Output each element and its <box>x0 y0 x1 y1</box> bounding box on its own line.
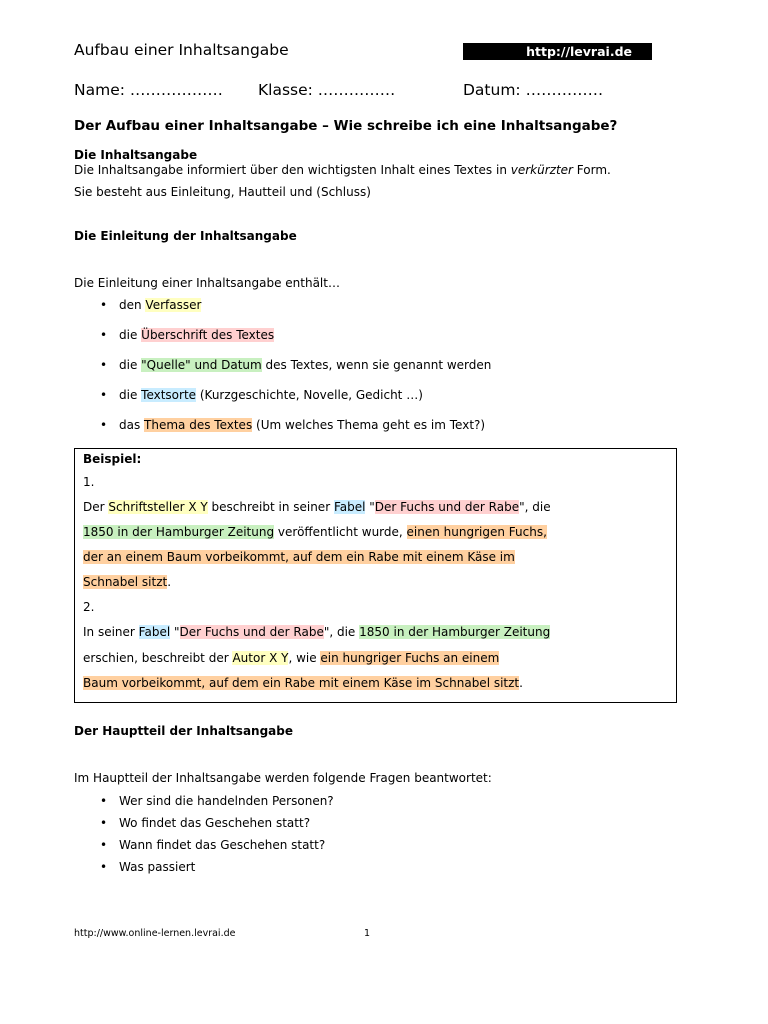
intro-line-2: Sie besteht aus Einleitung, Hautteil und (Schluss) <box>74 185 371 199</box>
highlight-theme: einen hungrigen Fuchs, <box>406 525 547 539</box>
list-item <box>100 838 326 852</box>
intro-line-1 <box>74 163 611 177</box>
list-item <box>100 418 486 432</box>
list-item-text-end: des Textes, wenn sie genannt werden <box>261 358 492 372</box>
bullet: • <box>100 838 108 852</box>
example-text: In seiner <box>83 625 139 639</box>
main-heading: Der Aufbau einer Inhaltsangabe – Wie schreibe ich eine Inhaltsangabe? <box>74 118 618 134</box>
intro-emphasis: verkürzter <box>510 163 573 177</box>
example-text: . <box>519 676 523 690</box>
highlight-theme: ein hungriger Fuchs an einem <box>320 651 500 665</box>
list-item <box>100 388 423 402</box>
example-2-line-1 <box>83 625 550 639</box>
list-item <box>100 328 275 342</box>
document-title: Aufbau einer Inhaltsangabe <box>74 41 289 59</box>
list-item-text: Was passiert <box>119 860 196 874</box>
highlight-type: Fabel <box>333 500 366 514</box>
list-item-text: die <box>119 358 142 372</box>
highlight-title: Überschrift des Textes <box>141 328 275 342</box>
hauptteil-heading: Der Hauptteil der Inhaltsangabe <box>74 724 294 738</box>
list-item-text-end: (Um welches Thema geht es im Text?) <box>252 418 486 432</box>
bullet: • <box>100 860 108 874</box>
list-item <box>100 816 311 830</box>
list-item-text-end: (Kurzgeschichte, Novelle, Gedicht …) <box>196 388 423 402</box>
intro-text: Die Inhaltsangabe informiert über den wichtigsten Inhalt eines Textes in <box>74 163 511 177</box>
klasse-field-label: Klasse: …………… <box>258 81 396 99</box>
highlight-source: 1850 in der Hamburger Zeitung <box>83 525 275 539</box>
highlight-theme: Thema des Textes <box>144 418 253 432</box>
name-field-label: Name: ……………… <box>74 81 223 99</box>
example-text: . <box>167 575 172 589</box>
list-item-text: Wo findet das Geschehen statt? <box>119 816 311 830</box>
list-item-text: das <box>119 418 145 432</box>
list-item <box>100 298 202 312</box>
header-url-box: http://levrai.de <box>463 43 652 60</box>
example-text: Der <box>83 500 109 514</box>
example-1-line-3 <box>83 550 515 564</box>
highlight-author: Verfasser <box>145 298 202 312</box>
example-text: ", die <box>323 625 360 639</box>
intro-heading: Die Inhaltsangabe <box>74 148 198 162</box>
example-1-line-1 <box>83 500 551 514</box>
example-text: ", die <box>519 500 551 514</box>
highlight-source: "Quelle" und Datum <box>141 358 262 372</box>
bullet: • <box>100 388 108 402</box>
example-label: Beispiel: <box>83 452 142 466</box>
example-text: erschien, beschreibt der <box>83 651 233 665</box>
bullet: • <box>100 794 108 808</box>
einleitung-heading: Die Einleitung der Inhaltsangabe <box>74 229 297 243</box>
page-number: 1 <box>364 928 371 939</box>
list-item-text: die <box>119 328 142 342</box>
example-2-line-3 <box>83 676 523 690</box>
list-item-text: den <box>119 298 146 312</box>
example-number-2: 2. <box>83 600 95 614</box>
einleitung-lead: Die Einleitung einer Inhaltsangabe enthält… <box>74 276 340 290</box>
bullet: • <box>100 358 108 372</box>
example-2-line-2 <box>83 651 499 665</box>
highlight-author: Autor X Y <box>232 651 289 665</box>
list-item-text: Wer sind die handelnden Personen? <box>119 794 334 808</box>
bullet: • <box>100 328 108 342</box>
highlight-theme: Baum vorbeikommt, auf dem ein Rabe mit einem Käse im Schnabel sitzt <box>83 676 520 690</box>
bullet: • <box>100 418 108 432</box>
bullet: • <box>100 298 108 312</box>
highlight-theme: der an einem Baum vorbeikommt, auf dem ein Rabe mit einem Käse im <box>83 550 515 564</box>
list-item <box>100 794 334 808</box>
example-text: , wie <box>288 651 321 665</box>
highlight-title: Der Fuchs und der Rabe <box>179 625 324 639</box>
example-text: " <box>170 625 180 639</box>
datum-field-label: Datum: …………… <box>463 81 604 99</box>
highlight-author: Schriftsteller X Y <box>108 500 208 514</box>
intro-text-end: Form. <box>572 163 611 177</box>
list-item-text: Wann findet das Geschehen statt? <box>119 838 326 852</box>
example-text: veröffentlicht wurde, <box>274 525 407 539</box>
highlight-title: Der Fuchs und der Rabe <box>374 500 520 514</box>
example-1-line-4 <box>83 575 171 589</box>
example-number-1: 1. <box>83 475 95 489</box>
example-1-line-2 <box>83 525 547 539</box>
highlight-type: Textsorte <box>141 388 197 402</box>
list-item <box>100 860 196 874</box>
list-item <box>100 358 492 372</box>
highlight-theme: Schnabel sitzt <box>83 575 168 589</box>
list-item-text: die <box>119 388 142 402</box>
bullet: • <box>100 816 108 830</box>
footer-url: http://www.online-lernen.levrai.de <box>74 928 236 939</box>
example-text: beschreibt in seiner <box>207 500 334 514</box>
highlight-source: 1850 in der Hamburger Zeitung <box>359 625 551 639</box>
highlight-type: Fabel <box>138 625 171 639</box>
example-text: " <box>365 500 375 514</box>
hauptteil-lead: Im Hauptteil der Inhaltsangabe werden folgende Fragen beantwortet: <box>74 771 492 785</box>
